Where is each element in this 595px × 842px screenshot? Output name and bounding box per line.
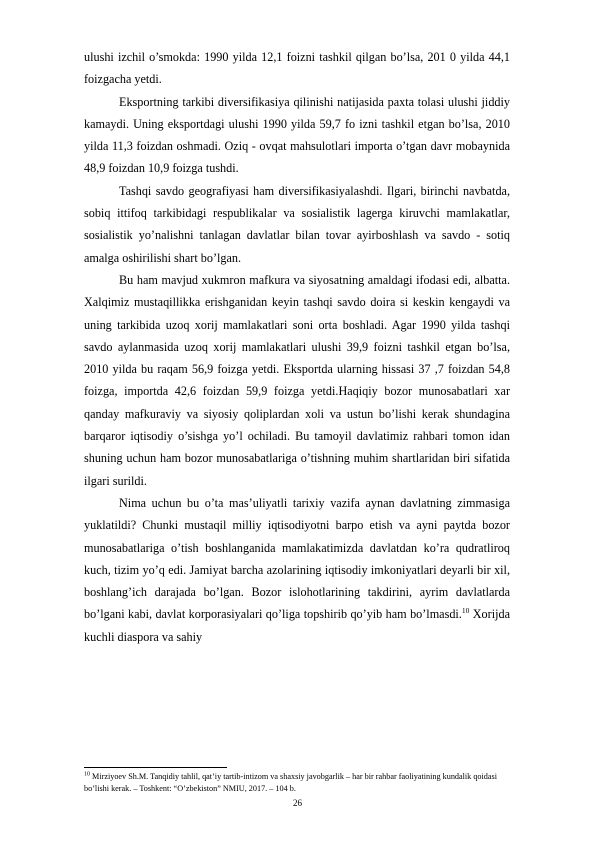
paragraph-2: Eksportning tarkibi diversifikasiya qilinishi natijasida paxta tolasi ulushi jiddiy kamaydi. Uning eksportdagi ulushi 1990 yilda 59,7 fo izni tashkil etgan bo’lsa, 2010 yilda 11,3 foizdan oshmadi. Oziq - ovqat mahsulotlari importa o’tgan davr mobaynida 48,9 foizdan 10,9 foizga tushdi. xyxy=(84,94,510,176)
paragraph-5-text: Nima uchun bu o’ta mas’uliyatli tarixiy vazifa aynan davlatning zimmasiga yuklatildi? Chunki mustaqil milliy iqtisodiyotni barpo etish va ayni paytda bozor munosabatlariga o’tish boshlanganida mamlakatimizda davlatdan ko’ra qudratliroq kuch, tizim yo’q edi. Jamiyat barcha azolarining iqtisodiy imkoniyatlari deyarli bir xil, boshlang’ich darajada bo’lgan. Bozor islohotlarining takdirini, ayrim davlatlarda bo’lgani kabi, davlat korporasiyalari qo’liga topshirib qo’yib ham bo’lmasdi. xyxy=(84,495,510,622)
footnote-marker: 10 xyxy=(84,771,90,778)
footnote-text: Mirziyoev Sh.M. Tanqidiy tahlil, qat’iy tartib-intizom va shaxsiy javobgarlik – har bir rahbar faoliyatining kundalik qoidasi bo’lishi kerak. – Toshkent: “O’zbekiston” NMIU, 2017. – 104 b. xyxy=(84,772,497,793)
paragraph-4: Bu ham mavjud xukmron mafkura va siyosatning amaldagi ifodasi edi, albatta. Xalqimiz mustaqillikka erishganidan keyin tashqi savdo doira si keskin kengaydi va uning tarkibida uzoq xorij mamlakatlari soni orta boshladi. Agar 1990 yilda tashqi savdo aylanmasida uzoq xorij mamlakatlari ulushi 39,9 foizni tashkil etgan bo’lsa, 2010 yilda bu raqam 56,9 foizga yetdi. Eksportda ularning hissasi 37 ,7 foizdan 54,8 foizga, importda 42,6 foizdan 59,9 foizga yetdi.Haqiqiy bozor munosabatlari xar qanday mafkuraviy va siyosiy qoliplardan xoli va ustun bo’lishi kerak shundagina barqaror iqtisodiy o’sishga yo’l ochiladi. Bu tamoyil davlatimiz rahbari tomon idan shuning uchun ham bozor munosabatlariga o’tishning muhim shartlaridan biri sifatida ilgari surildi. xyxy=(84,272,510,488)
footnote xyxy=(84,771,514,794)
footnote-reference[interactable]: 10 xyxy=(461,606,470,616)
footnote-divider xyxy=(84,767,227,768)
page-number: 26 xyxy=(293,798,302,808)
body-text xyxy=(84,46,510,648)
paragraph-1: ulushi izchil o’smokda: 1990 yilda 12,1 foizni tashkil qilgan bo’lsa, 201 0 yilda 44,1 foizgacha yetdi. xyxy=(84,50,510,87)
paragraph-5-tail: Xorijda kuchli diaspora va sahiy xyxy=(84,607,510,644)
paragraph-5 xyxy=(84,492,510,648)
paragraph-3: Tashqi savdo geografiyasi ham diversifikasiyalashdi. Ilgari, birinchi navbatda, sobiq ittifoq tarkibidagi respublikalar va sosialistik lagerga kiruvchi mamlakatlar, sosialistik yo’nalishni tanlagan davlatlar bilan tovar ayirboshlash va savdo - sotiq amalga oshirilishi shart bo’lgan. xyxy=(84,183,510,265)
